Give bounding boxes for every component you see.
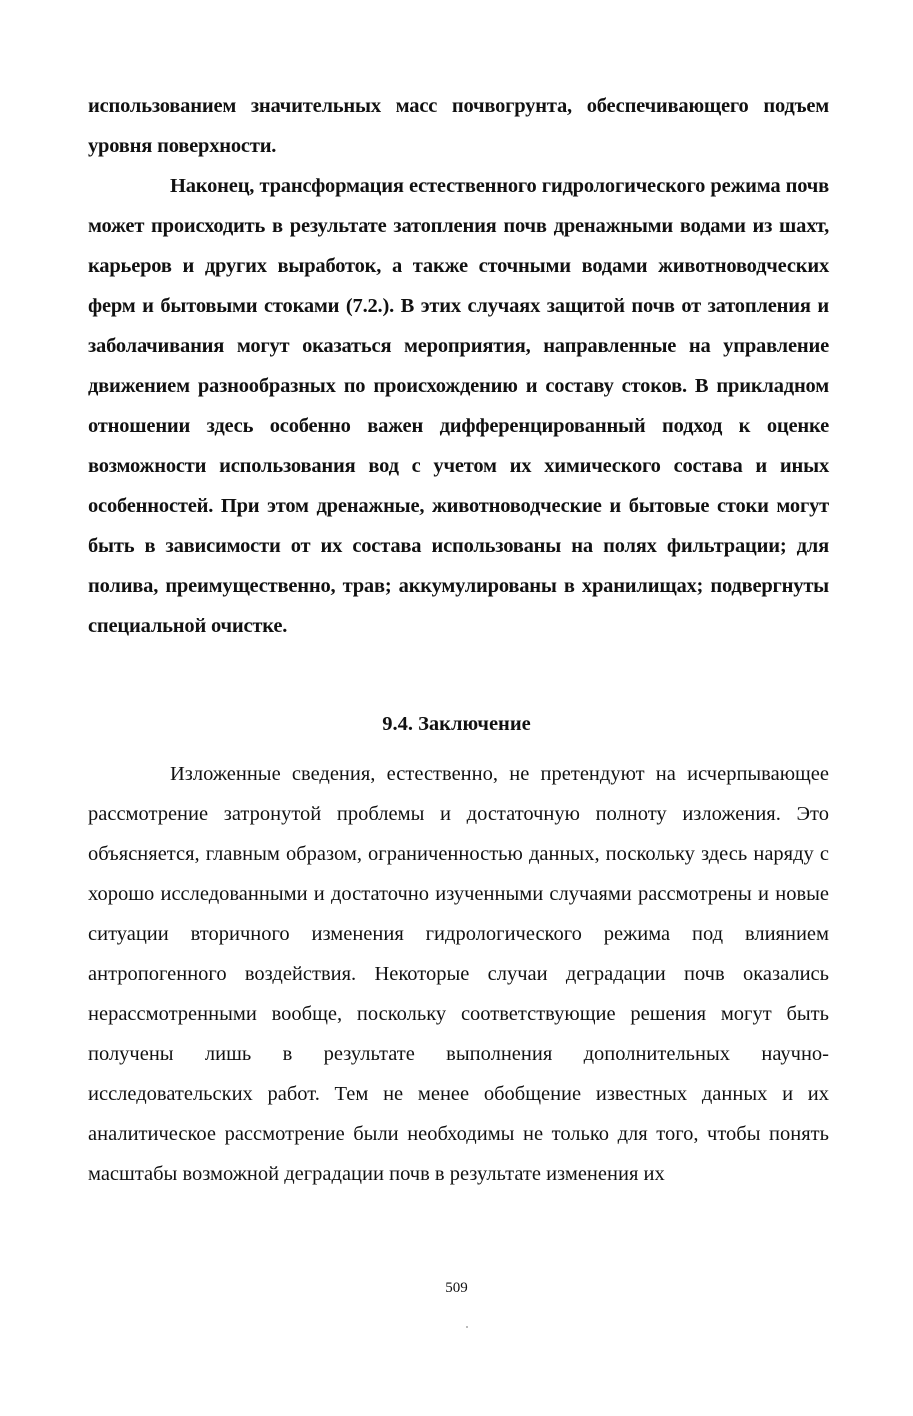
scan-speck <box>466 1326 468 1328</box>
page-number: 509 <box>445 1280 468 1296</box>
lower-text-block <box>88 754 829 1194</box>
paragraph-conclusion: Изложенные сведения, естественно, не претендуют на исчерпывающее рассмотрение затронутой проблемы и достаточную полноту изложения. Это объясняется, главным образом, ограниченностью данных, поскольку здесь наряду с хорошо исследованными и достаточно изученными случаями рассмотрены и новые ситуации вторичного изменения гидрологического режима под влиянием антропогенного воздействия. Некоторые случаи деградации почв оказались нерассмотренными вообще, поскольку соответствующие решения могут быть получены лишь в результате выполнения дополнительных научно-исследовательских работ. Тем не менее обобщение известных данных и их аналитическое рассмотрение были необходимы не только для того, чтобы понять масштабы возможной деградации почв в результате изменения их <box>88 763 829 1185</box>
paragraph-continuation: использованием значительных масс почвогрунта, обеспечивающего подъем уровня поверхности. <box>88 95 829 157</box>
section-heading: 9.4. Заключение <box>382 713 531 735</box>
upper-text-block <box>88 86 829 646</box>
paragraph-finally: Наконец, трансформация естественного гидрологического режима почв может происходить в результате затопления почв дренажными водами из шахт, карьеров и других выработок, а также сточными водами животноводческих ферм и бытовыми стоками (7.2.). В этих случаях защитой почв от затопления и заболачивания могут оказаться мероприятия, направленные на управление движением разнообразных по происхождению и составу стоков. В прикладном отношении здесь особенно важен дифференцированный подход к оценке возможности использования вод с учетом их химического состава и иных особенностей. При этом дренажные, животноводческие и бытовые стоки могут быть в зависимости от их состава использованы на полях фильтрации; для полива, преимущественно, трав; аккумулированы в хранилищах; подвергнуты специальной очистке. <box>88 175 829 637</box>
